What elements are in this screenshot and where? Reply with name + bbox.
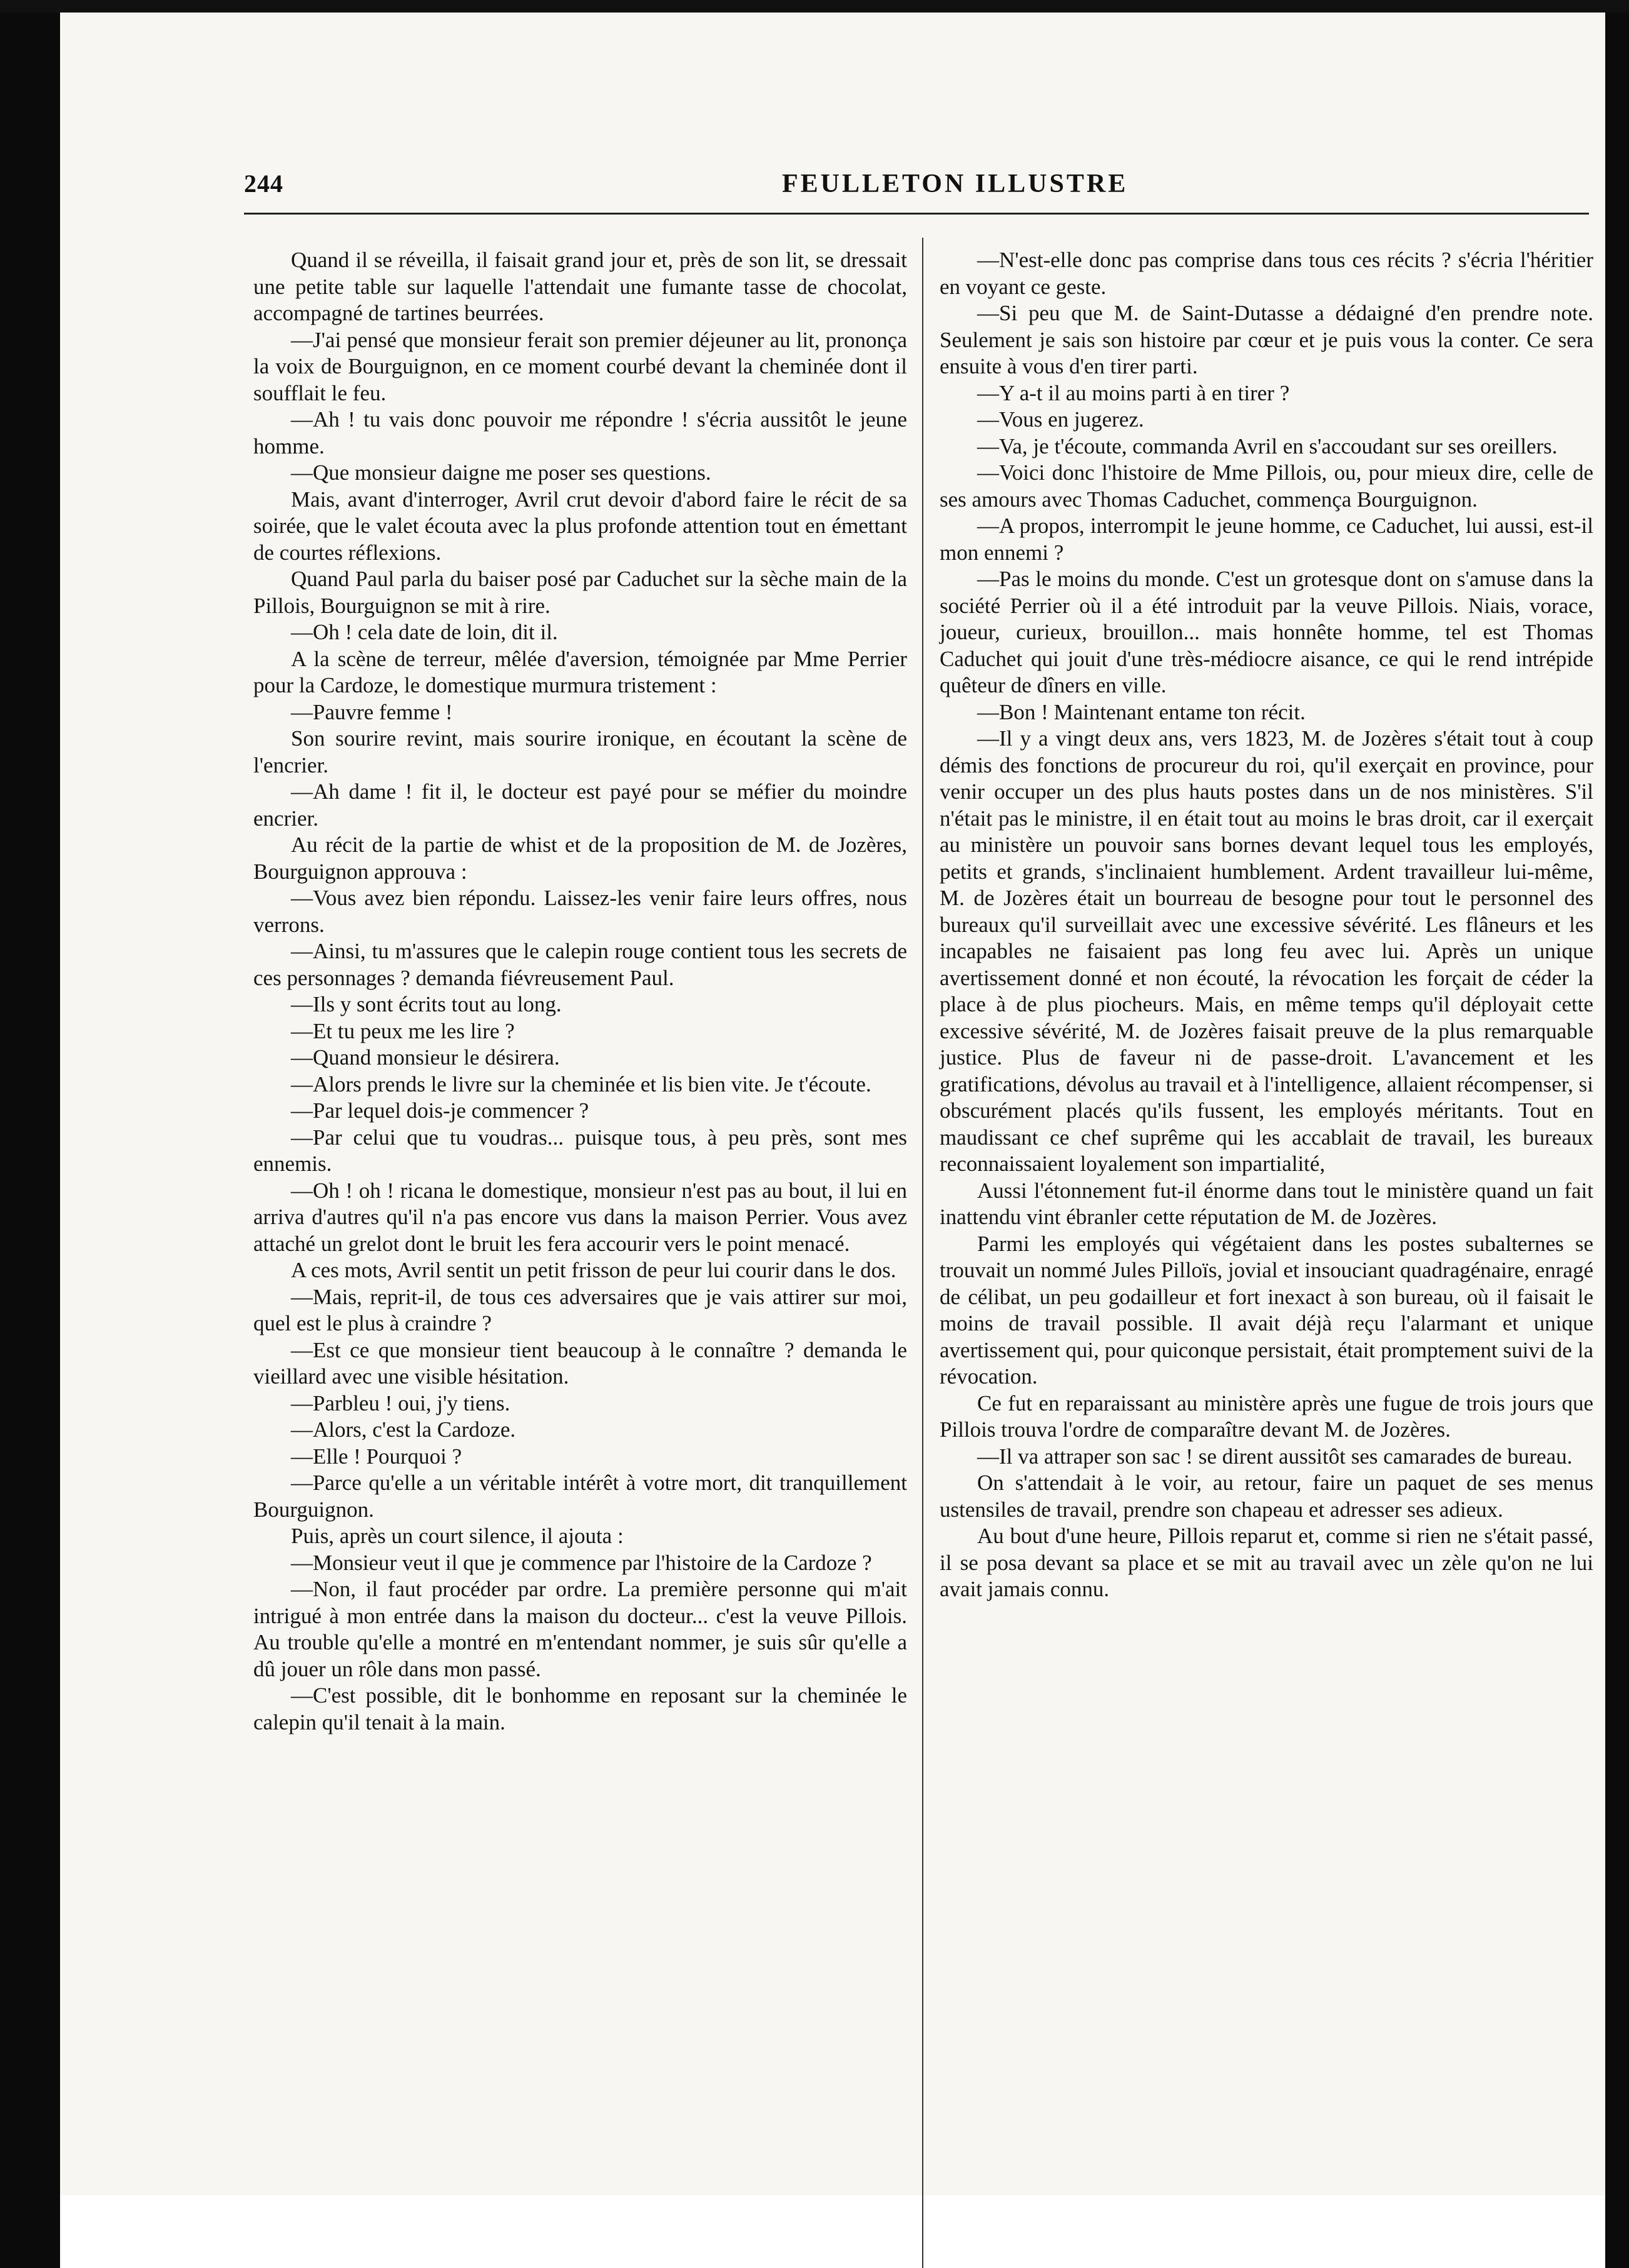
paragraph: —Alors, c'est la Cardoze. (291, 1417, 516, 1442)
paragraph: —Est ce que monsieur tient beaucoup à le connaître ? demanda le vieillard avec une visible hésitation. (253, 1337, 907, 1389)
paragraph: Parmi les employés qui végétaient dans les postes subalternes se trouvait un nommé Jules Pilloïs, jovial et insouciant quadragénaire, enragé de célibat, un peu godailleur et fort inexact à son bureau, où il faisait le moins de travail possible. Il avait déjà reçu l'alarmant et unique avertissement qui, pour quiconque persistait, était promptement suivi de la révocation. (940, 1231, 1593, 1389)
paragraph: —J'ai pensé que monsieur ferait son premier déjeuner au lit, prononça la voix de Bourguignon, en ce moment courbé devant la cheminée dont il soufflait le feu. (253, 327, 907, 405)
scan-margin-bottom (60, 2195, 1605, 2268)
paragraph: —Ah ! tu vais donc pouvoir me répondre ! s'écria aussitôt le jeune homme. (253, 407, 907, 458)
paragraph: —Et tu peux me les lire ? (291, 1018, 515, 1043)
paragraph: —Ils y sont écrits tout au long. (291, 992, 562, 1016)
paragraph: —Que monsieur daigne me poser ses questions. (291, 460, 711, 485)
paragraph: —Vous en jugerez. (977, 407, 1144, 432)
paragraph: —Elle ! Pourquoi ? (291, 1444, 462, 1469)
paragraph: —Parbleu ! oui, j'y tiens. (291, 1390, 510, 1415)
paragraph: Quand Paul parla du baiser posé par Caduchet sur la sèche main de la Pillois, Bourguignon se mit à rire. (253, 567, 907, 618)
paragraph: —Non, il faut procéder par ordre. La première personne qui m'ait intrigué à mon entrée dans la maison du docteur... c'est la veuve Pillois. Au trouble qu'elle a montré en m'entendant nommer, je suis sûr qu'elle a dû jouer un rôle dans mon passé. (253, 1577, 907, 1681)
paragraph: Au récit de la partie de whist et de la proposition de M. de Jozères, Bourguignon approuva : (253, 833, 907, 884)
paragraph: —Mais, reprit-il, de tous ces adversaires que je vais attirer sur moi, quel est le plus à craindre ? (253, 1284, 907, 1335)
page-header (244, 169, 1589, 219)
header-rule (244, 213, 1589, 215)
paragraph: —Y a-t il au moins parti à en tirer ? (977, 380, 1290, 405)
paragraph: —Si peu que M. de Saint-Dutasse a dédaigné d'en prendre note. Seulement je sais son histoire par cœur et je puis vous la conter. Ce sera ensuite à vous d'en tirer parti. (940, 301, 1593, 378)
paragraph: —Il y a vingt deux ans, vers 1823, M. de Jozères s'était tout à coup démis des fonctions de procureur du roi, qu'il exerçait en province, pour venir occuper un des plus hauts postes dans un de nos ministères. S'il n'était pas le ministre, il en était tout au moins le bras droit, car il exerçait au ministère un pouvoir sans bornes devant lequel tous les employés, petits et grands, s'inclinaient humblement. Ardent travailleur lui-même, M. de Jozères était un bourreau de besogne pour tout le personnel des bureaux qu'il surveillait avec une excessive sévérité. Les flâneurs et les incapables ne faisaient pas long feu avec lui. Après un unique avertissement donné et non écouté, la révocation les forçait de céder la place à de plus piocheurs. Mais, en même temps qu'il déployait cette excessive sévérité, M. de Jozères faisait preuve de la plus remarquable justice. Plus de faveur ni de passe-droit. L'avancement et les gratifications, dévolus au travail et à l'intelligence, allaient récompenser, si obscurément placés qu'ils fussent, les employés méritants. Tout en maudissant ce chef suprême qui les accablait de travail, les bureaux reconnaissaient loyalement son impartialité, (940, 726, 1593, 1176)
paragraph: Aussi l'étonnement fut-il énorme dans tout le ministère quand un fait inattendu vint ébranler cette réputation de M. de Jozères. (940, 1178, 1593, 1229)
page-number: 244 (244, 170, 283, 198)
paragraph: Quand il se réveilla, il faisait grand jour et, près de son lit, se dressait une petite table sur laquelle l'attendait une fumante tasse de chocolat, accompagné de tartines beurrées. (253, 248, 907, 325)
paragraph: —Par lequel dois-je commencer ? (291, 1098, 589, 1123)
paragraph: On s'attendait à le voir, au retour, faire un paquet de ses menus ustensiles de travail, prendre son chapeau et adresser ses adieux. (940, 1471, 1593, 1522)
paragraph: Au bout d'une heure, Pillois reparut et, comme si rien ne s'était passé, il se posa devant sa place et se mit au travail avec un zèle qu'on ne lui avait jamais connu. (940, 1524, 1593, 1601)
scan-border-top (0, 0, 1629, 13)
paragraph: —Vous avez bien répondu. Laissez-les venir faire leurs offres, nous verrons. (253, 886, 907, 937)
running-title: FEULLETON ILLUSTRE (782, 170, 1129, 198)
paragraph: —Va, je t'écoute, commanda Avril en s'accoudant sur ses oreillers. (977, 433, 1558, 458)
paragraph: —Pas le moins du monde. C'est un grotesque dont on s'amuse dans la société Perrier où il a été introduit par la veuve Pillois. Niais, vorace, joueur, curieux, brouillon... mais honnête homme, tel est Thomas Caduchet qui jouit d'une très-médiocre aisance, ce qui le rend intrépide quêteur de dîners en ville. (940, 567, 1593, 697)
right-column (940, 247, 1593, 1603)
column-divider (922, 238, 923, 2268)
paragraph: —C'est possible, dit le bonhomme en reposant sur la cheminée le calepin qu'il tenait à la main. (253, 1683, 907, 1734)
paragraph: —Pauvre femme ! (291, 699, 453, 724)
paragraph: —Parce qu'elle a un véritable intérêt à votre mort, dit tranquillement Bourguignon. (253, 1471, 907, 1522)
paragraph: —Oh ! oh ! ricana le domestique, monsieur n'est pas au bout, il lui en arriva d'autres qu'il n'a pas encore vus dans la maison Perrier. Vous avez attaché un grelot dont le bruit les fera accourir vers le point menacé. (253, 1178, 907, 1256)
paragraph: —Ah dame ! fit il, le docteur est payé pour se méfier du moindre encrier. (253, 779, 907, 831)
paragraph: —Alors prends le livre sur la cheminée et lis bien vite. Je t'écoute. (291, 1071, 871, 1096)
paragraph: A ces mots, Avril sentit un petit frisson de peur lui courir dans le dos. (291, 1258, 896, 1282)
paragraph: Son sourire revint, mais sourire ironique, en écoutant la scène de l'encrier. (253, 726, 907, 777)
left-column (253, 247, 907, 1736)
scan-border-right (1605, 0, 1629, 2268)
paragraph: —Voici donc l'histoire de Mme Pillois, ou, pour mieux dire, celle de ses amours avec Thomas Caduchet, commença Bourguignon. (940, 460, 1593, 512)
paragraph: —Par celui que tu voudras... puisque tous, à peu près, sont mes ennemis. (253, 1125, 907, 1176)
paragraph: Ce fut en reparaissant au ministère après une fugue de trois jours que Pillois trouva l'ordre de comparaître devant M. de Jozères. (940, 1390, 1593, 1442)
paragraph: Puis, après un court silence, il ajouta : (291, 1524, 624, 1548)
paragraph: —Il va attraper son sac ! se dirent aussitôt ses camarades de bureau. (977, 1444, 1573, 1469)
paragraph: —Ainsi, tu m'assures que le calepin rouge contient tous les secrets de ces personnages ? demanda fiévreusement Paul. (253, 939, 907, 990)
paragraph: Mais, avant d'interroger, Avril crut devoir d'abord faire le récit de sa soirée, que le valet écouta avec la plus profonde attention tout en émettant de courtes réflexions. (253, 487, 907, 565)
paragraph: A la scène de terreur, mêlée d'aversion, témoignée par Mme Perrier pour la Cardoze, le domestique murmura tristement : (253, 646, 907, 697)
paragraph: —Monsieur veut il que je commence par l'histoire de la Cardoze ? (291, 1550, 872, 1575)
paragraph: —Bon ! Maintenant entame ton récit. (977, 699, 1306, 724)
paragraph: —Quand monsieur le désirera. (291, 1045, 560, 1070)
paragraph: —A propos, interrompit le jeune homme, ce Caduchet, lui aussi, est-il mon ennemi ? (940, 514, 1593, 565)
paragraph: —Oh ! cela date de loin, dit il. (291, 620, 558, 644)
paragraph: —N'est-elle donc pas comprise dans tous ces récits ? s'écria l'héritier en voyant ce geste. (940, 248, 1593, 299)
scan-border-left (0, 0, 60, 2268)
